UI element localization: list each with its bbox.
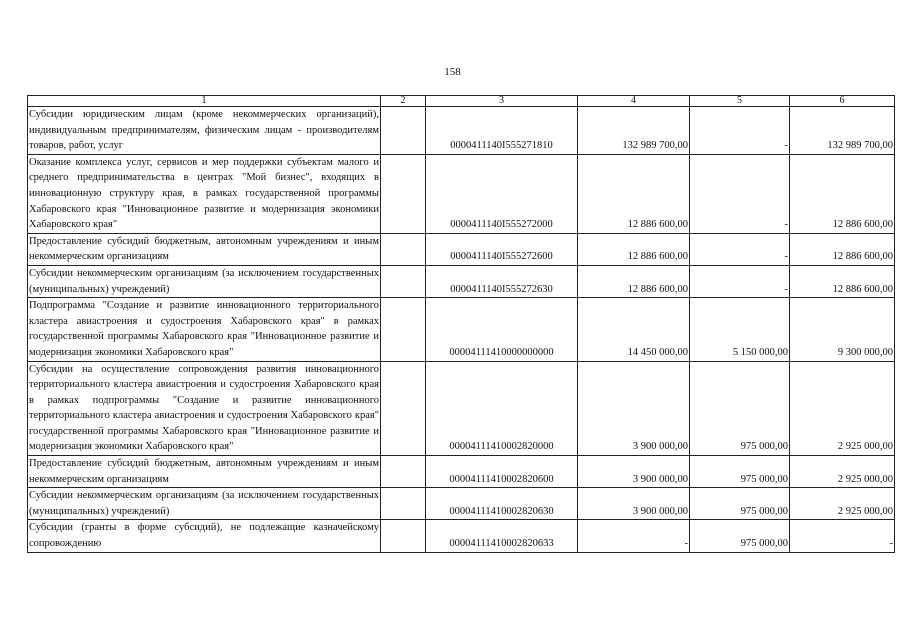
row-col5: -	[690, 265, 790, 297]
row-col2	[381, 265, 426, 297]
row-code: 00004111410002820630	[426, 488, 578, 520]
row-description: Подпрограмма "Создание и развитие инновационного территориального кластера авиастроения и судостроения Хабаровского края" в рамках государственной программы Хабаровского края "Инновационное развитие и модернизация экономики Хабаровского края"	[28, 298, 381, 361]
budget-table	[27, 95, 895, 553]
table-row	[28, 456, 895, 488]
table-row	[28, 107, 895, 155]
row-col4: 12 886 600,00	[578, 154, 690, 233]
column-header: 1	[28, 96, 381, 107]
table-row	[28, 520, 895, 552]
row-col6: 12 886 600,00	[790, 154, 895, 233]
row-col6: 2 925 000,00	[790, 488, 895, 520]
row-description: Субсидии юридическим лицам (кроме некоммерческих организаций), индивидуальным предпринимателям, физическим лицам - производителям товаров, работ, услуг	[28, 107, 381, 155]
row-col6: 9 300 000,00	[790, 298, 895, 361]
row-col6: -	[790, 520, 895, 552]
row-col2	[381, 107, 426, 155]
row-col2	[381, 488, 426, 520]
row-col4: 14 450 000,00	[578, 298, 690, 361]
row-col4: 3 900 000,00	[578, 488, 690, 520]
row-code: 00004111410002820633	[426, 520, 578, 552]
row-code: 00004111410000000000	[426, 298, 578, 361]
row-description: Субсидии некоммерческим организациям (за исключением государственных (муниципальных) учреждений)	[28, 265, 381, 297]
row-col6: 2 925 000,00	[790, 361, 895, 456]
row-description: Субсидии некоммерческим организациям (за исключением государственных (муниципальных) учреждений)	[28, 488, 381, 520]
row-code: 0000411140I555272000	[426, 154, 578, 233]
row-description: Субсидии (гранты в форме субсидий), не подлежащие казначейскому сопровождению	[28, 520, 381, 552]
row-col5: -	[690, 107, 790, 155]
table-row	[28, 265, 895, 297]
column-header: 2	[381, 96, 426, 107]
row-col4: -	[578, 520, 690, 552]
page-number: 158	[444, 66, 461, 78]
row-code: 0000411140I555271810	[426, 107, 578, 155]
table-row	[28, 233, 895, 265]
table-header-row	[28, 96, 895, 107]
column-header: 6	[790, 96, 895, 107]
row-description: Предоставление субсидий бюджетным, автономным учреждениям и иным некоммерческим организациям	[28, 233, 381, 265]
table-row	[28, 298, 895, 361]
row-col6: 132 989 700,00	[790, 107, 895, 155]
row-code: 0000411140I555272630	[426, 265, 578, 297]
row-code: 0000411140I555272600	[426, 233, 578, 265]
column-header: 5	[690, 96, 790, 107]
row-col2	[381, 233, 426, 265]
row-col5: -	[690, 154, 790, 233]
row-col4: 12 886 600,00	[578, 233, 690, 265]
row-description: Субсидии на осуществление сопровождения развития инновационного территориального кластера авиастроения и судостроения Хабаровского края в рамках подпрограммы "Создание и развитие инновационного территориального кластера авиастроения и судостроения Хабаровского края" государственной программы Хабаровского края "Инновационное развитие и модернизация экономики Хабаровского края"	[28, 361, 381, 456]
row-code: 00004111410002820600	[426, 456, 578, 488]
row-col4: 3 900 000,00	[578, 456, 690, 488]
row-col5: 975 000,00	[690, 456, 790, 488]
table-row	[28, 361, 895, 456]
column-header: 4	[578, 96, 690, 107]
row-col5: 975 000,00	[690, 488, 790, 520]
row-col5: -	[690, 233, 790, 265]
row-col2	[381, 361, 426, 456]
row-col5: 975 000,00	[690, 520, 790, 552]
row-col2	[381, 298, 426, 361]
table-row	[28, 154, 895, 233]
row-description: Оказание комплекса услуг, сервисов и мер поддержки субъектам малого и среднего предпринимательства в центрах "Мой бизнес", входящих в инновационную структуру края, в рамках государственной программы Хабаровского края "Инновационное развитие и модернизация экономики Хабаровского края"	[28, 154, 381, 233]
row-col6: 12 886 600,00	[790, 233, 895, 265]
row-col4: 3 900 000,00	[578, 361, 690, 456]
row-col2	[381, 520, 426, 552]
row-description: Предоставление субсидий бюджетным, автономным учреждениям и иным некоммерческим организациям	[28, 456, 381, 488]
row-col2	[381, 154, 426, 233]
row-col5: 5 150 000,00	[690, 298, 790, 361]
table-row	[28, 488, 895, 520]
row-col2	[381, 456, 426, 488]
row-col4: 132 989 700,00	[578, 107, 690, 155]
column-header: 3	[426, 96, 578, 107]
row-code: 00004111410002820000	[426, 361, 578, 456]
row-col6: 12 886 600,00	[790, 265, 895, 297]
row-col6: 2 925 000,00	[790, 456, 895, 488]
row-col4: 12 886 600,00	[578, 265, 690, 297]
row-col5: 975 000,00	[690, 361, 790, 456]
